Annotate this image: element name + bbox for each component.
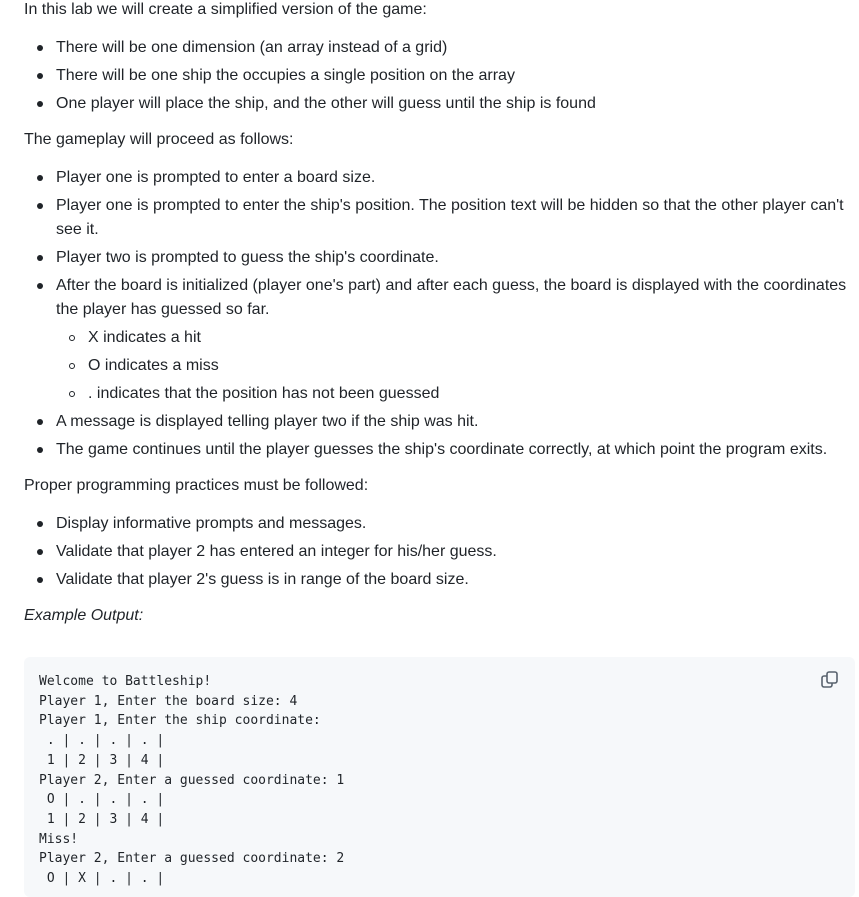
copy-button[interactable]	[819, 669, 841, 691]
list-item: Player one is prompted to enter a board size.	[56, 166, 856, 190]
list-item: Player two is prompted to guess the ship's coordinate.	[56, 246, 856, 270]
code-line: 1 | 2 | 3 | 4 |	[39, 752, 165, 768]
legend-item: . indicates that the position has not been guessed	[88, 382, 856, 406]
legend-item: O indicates a miss	[88, 354, 856, 378]
code-line: Welcome to Battleship!	[39, 674, 212, 689]
intro-paragraph: In this lab we will create a simplified version of the game:	[24, 1, 427, 18]
code-line: Miss!	[39, 831, 79, 847]
list-item: There will be one dimension (an array instead of a grid)	[56, 36, 856, 60]
document-body	[24, 0, 856, 642]
example-label: Example Output:	[24, 607, 144, 624]
code-line: 1 | 2 | 3 | 4 |	[39, 811, 165, 827]
list-item: Display informative prompts and messages.	[56, 512, 856, 536]
list-item: There will be one ship the occupies a single position on the array	[56, 64, 856, 88]
gameplay-heading: The gameplay will proceed as follows:	[24, 131, 294, 148]
code-line: Player 2, Enter a guessed coordinate: 2	[39, 851, 345, 867]
code-block	[24, 657, 855, 897]
code-line: Player 1, Enter the board size: 4	[39, 693, 298, 709]
list-item	[56, 274, 856, 406]
example-output-code	[39, 672, 344, 889]
list-item: A message is displayed telling player two if the ship was hit.	[56, 410, 856, 434]
simplifications-list	[24, 36, 856, 116]
list-item: Player one is prompted to enter the ship's position. The position text will be hidden so that the other player can't see it.	[56, 194, 856, 242]
list-item: One player will place the ship, and the other will guess until the ship is found	[56, 92, 856, 116]
code-line: O | . | . | . |	[39, 792, 165, 808]
code-line: . | . | . | . |	[39, 733, 165, 749]
legend-item: X indicates a hit	[88, 326, 856, 350]
gameplay-list	[24, 166, 856, 462]
code-line: Player 2, Enter a guessed coordinate: 1	[39, 772, 345, 788]
copy-icon	[819, 669, 841, 691]
code-line: O | X | . | . |	[39, 871, 165, 887]
list-item: Validate that player 2's guess is in range of the board size.	[56, 568, 856, 592]
list-item: Validate that player 2 has entered an integer for his/her guess.	[56, 540, 856, 564]
board-legend-list	[56, 326, 856, 406]
list-item-text: After the board is initialized (player one's part) and after each guess, the board is displayed with the coordinates the player has guessed so far.	[56, 277, 847, 318]
list-item: The game continues until the player guesses the ship's coordinate correctly, at which point the program exits.	[56, 438, 856, 462]
practices-heading: Proper programming practices must be followed:	[24, 477, 369, 494]
code-line: Player 1, Enter the ship coordinate:	[39, 713, 321, 729]
practices-list	[24, 512, 856, 592]
